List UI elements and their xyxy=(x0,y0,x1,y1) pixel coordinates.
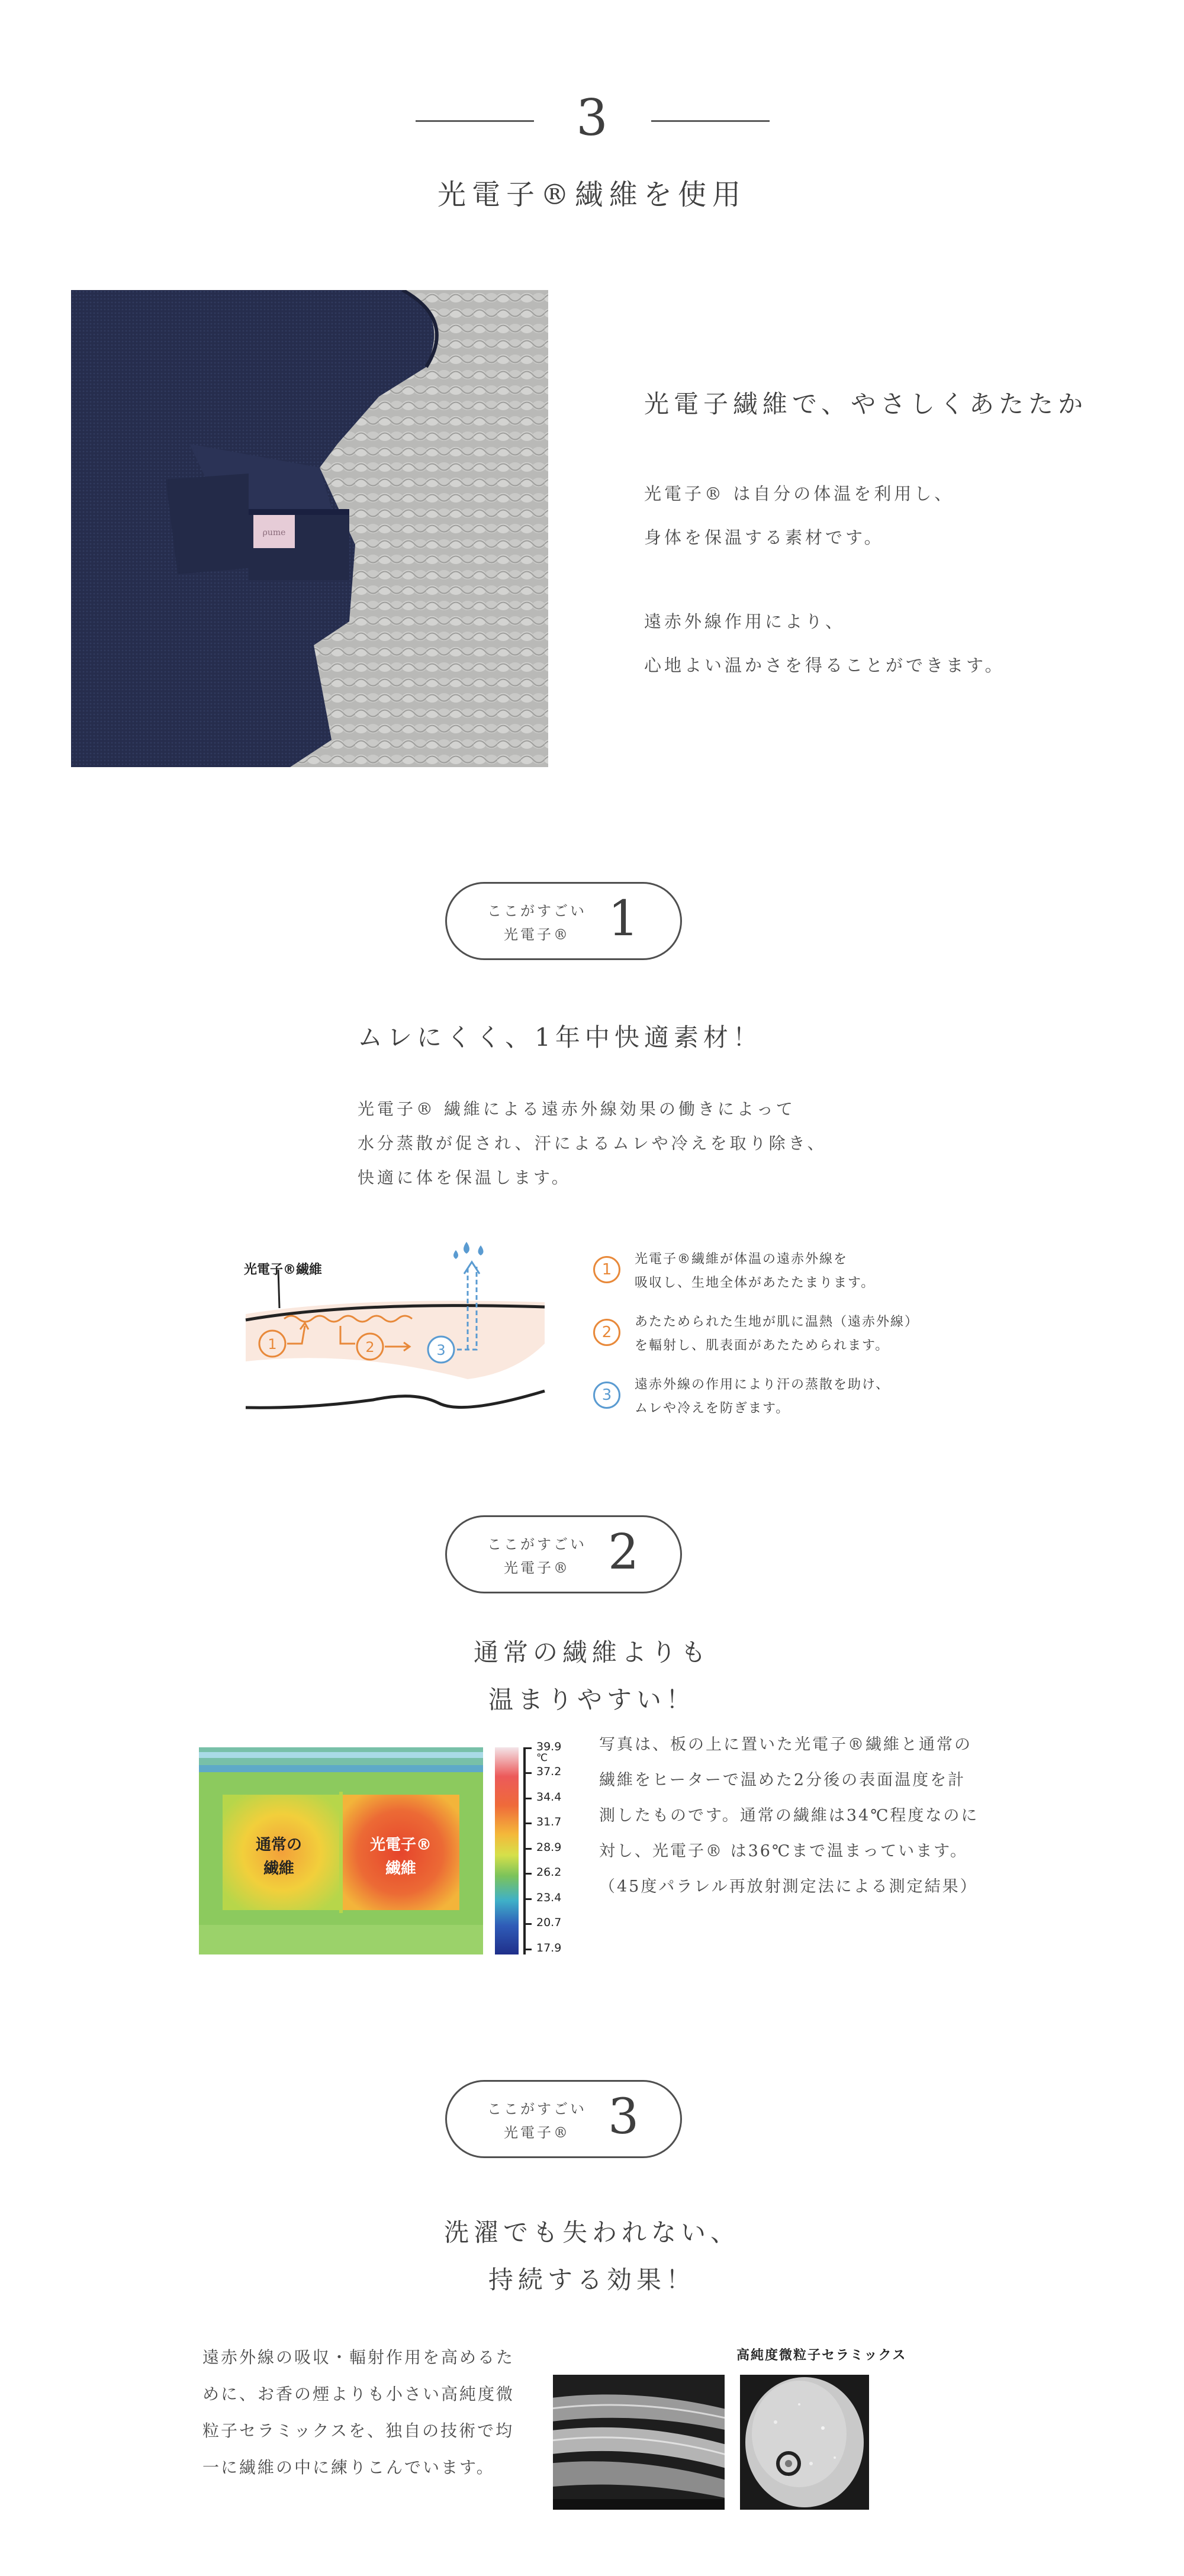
badge-label: ここがすごい 光電子® xyxy=(487,2101,587,2141)
temperature-scale-bar xyxy=(495,1747,519,1954)
intro-paragraph-2: 遠赤外線作用により、 心地よい温かさを得ることができます。 xyxy=(644,611,1005,675)
svg-text:2: 2 xyxy=(365,1339,375,1355)
header-rule-right xyxy=(651,120,770,122)
point1-heading: ムレにくく、1年中快適素材！ xyxy=(358,1023,762,1052)
badge-number: 2 xyxy=(608,1524,639,1580)
fiber-micrograph xyxy=(553,2375,725,2510)
point3-heading: 洗濯でも失われない、 持続する効果！ xyxy=(443,2218,740,2294)
diagram-fiber-label: 光電子®繊維 xyxy=(244,1263,323,1277)
step-2-marker: 2 xyxy=(593,1319,620,1346)
step-3-text: 遠赤外線の作用により汗の蒸散を助け、 ムレや冷えを防ぎます。 xyxy=(635,1377,890,1416)
feature-badge-2 xyxy=(445,1515,682,1593)
section-title: 光電子®繊維を使用 xyxy=(437,178,747,211)
micro-ceramic-label: 高純度微粒子セラミックス xyxy=(736,2348,907,2363)
step-1-marker: 1 xyxy=(593,1256,620,1283)
step-3-marker: 3 xyxy=(593,1382,620,1409)
intro-heading: 光電子繊維で、やさしくあたたか xyxy=(644,389,1088,418)
point2-heading: 通常の繊維よりも 温まりやすい！ xyxy=(473,1638,710,1714)
feature-badge-1 xyxy=(445,882,682,960)
fiber-warming-diagram xyxy=(237,1231,556,1421)
section-number: 3 xyxy=(576,89,608,147)
scale-tick-label: 20.7 xyxy=(536,1916,562,1929)
point2-body: 写真は、板の上に置いた光電子®繊維と通常の 繊維をヒーターで温めた2分後の表面温度を計 測したものです。通常の繊維は34℃程度なのに 対し、光電子® は36℃まで温まっています。 （45度パラレル再放射測定法による測定結果） xyxy=(599,1735,979,1896)
step-1-text: 光電子®繊維が体温の遠赤外線を 吸収し、生地全体があたたまります。 xyxy=(635,1252,876,1290)
badge-label: ここがすごい 光電子® xyxy=(487,1536,587,1576)
scale-unit: ℃ xyxy=(536,1752,548,1764)
svg-text:3: 3 xyxy=(436,1342,446,1358)
svg-text:ρume: ρume xyxy=(262,528,286,537)
intro-paragraph-1: 光電子® は自分の体温を利用し、 身体を保温する素材です。 xyxy=(644,484,955,548)
point1-body: 光電子® 繊維による遠赤外線効果の働きによって 水分蒸散が促され、汗によるムレや冷えを取り除き、 快適に体を保温します。 xyxy=(358,1099,827,1187)
scale-tick-label: 34.4 xyxy=(536,1791,562,1804)
scale-tick-label: 31.7 xyxy=(536,1815,562,1828)
ceramic-particle-micrograph xyxy=(740,2375,869,2510)
badge-label: ここがすごい 光電子® xyxy=(487,903,587,943)
knit-garment-photo xyxy=(71,290,548,767)
feature-badge-3 xyxy=(445,2080,682,2158)
svg-text:1: 1 xyxy=(268,1336,277,1353)
scale-tick-label: 39.9 xyxy=(536,1740,562,1753)
header-rule-left xyxy=(416,120,534,122)
point3-body: 遠赤外線の吸収・輻射作用を高めるた めに、お香の煙よりも小さい高純度微 粒子セラミックスを、独自の技術で均 一に繊維の中に練りこんでいます。 xyxy=(202,2348,515,2477)
thermography-image xyxy=(199,1747,483,1954)
scale-tick-label: 28.9 xyxy=(536,1841,562,1854)
scale-tick-label: 17.9 xyxy=(536,1941,562,1954)
badge-number: 1 xyxy=(608,891,639,947)
scale-tick-label: 37.2 xyxy=(536,1765,562,1778)
temperature-scale-ticks xyxy=(523,1740,594,1954)
scale-tick-label: 23.4 xyxy=(536,1891,562,1904)
scale-tick-label: 26.2 xyxy=(536,1866,562,1879)
thermo-label-kodenshi: 光電子® 繊維 xyxy=(369,1836,432,1878)
thermo-label-normal: 通常の 繊維 xyxy=(255,1836,302,1878)
badge-number: 3 xyxy=(608,2089,639,2145)
step-2-text: あたためられた生地が肌に温熱（遠赤外線） を輻射し、肌表面があたためられます。 xyxy=(635,1315,919,1353)
